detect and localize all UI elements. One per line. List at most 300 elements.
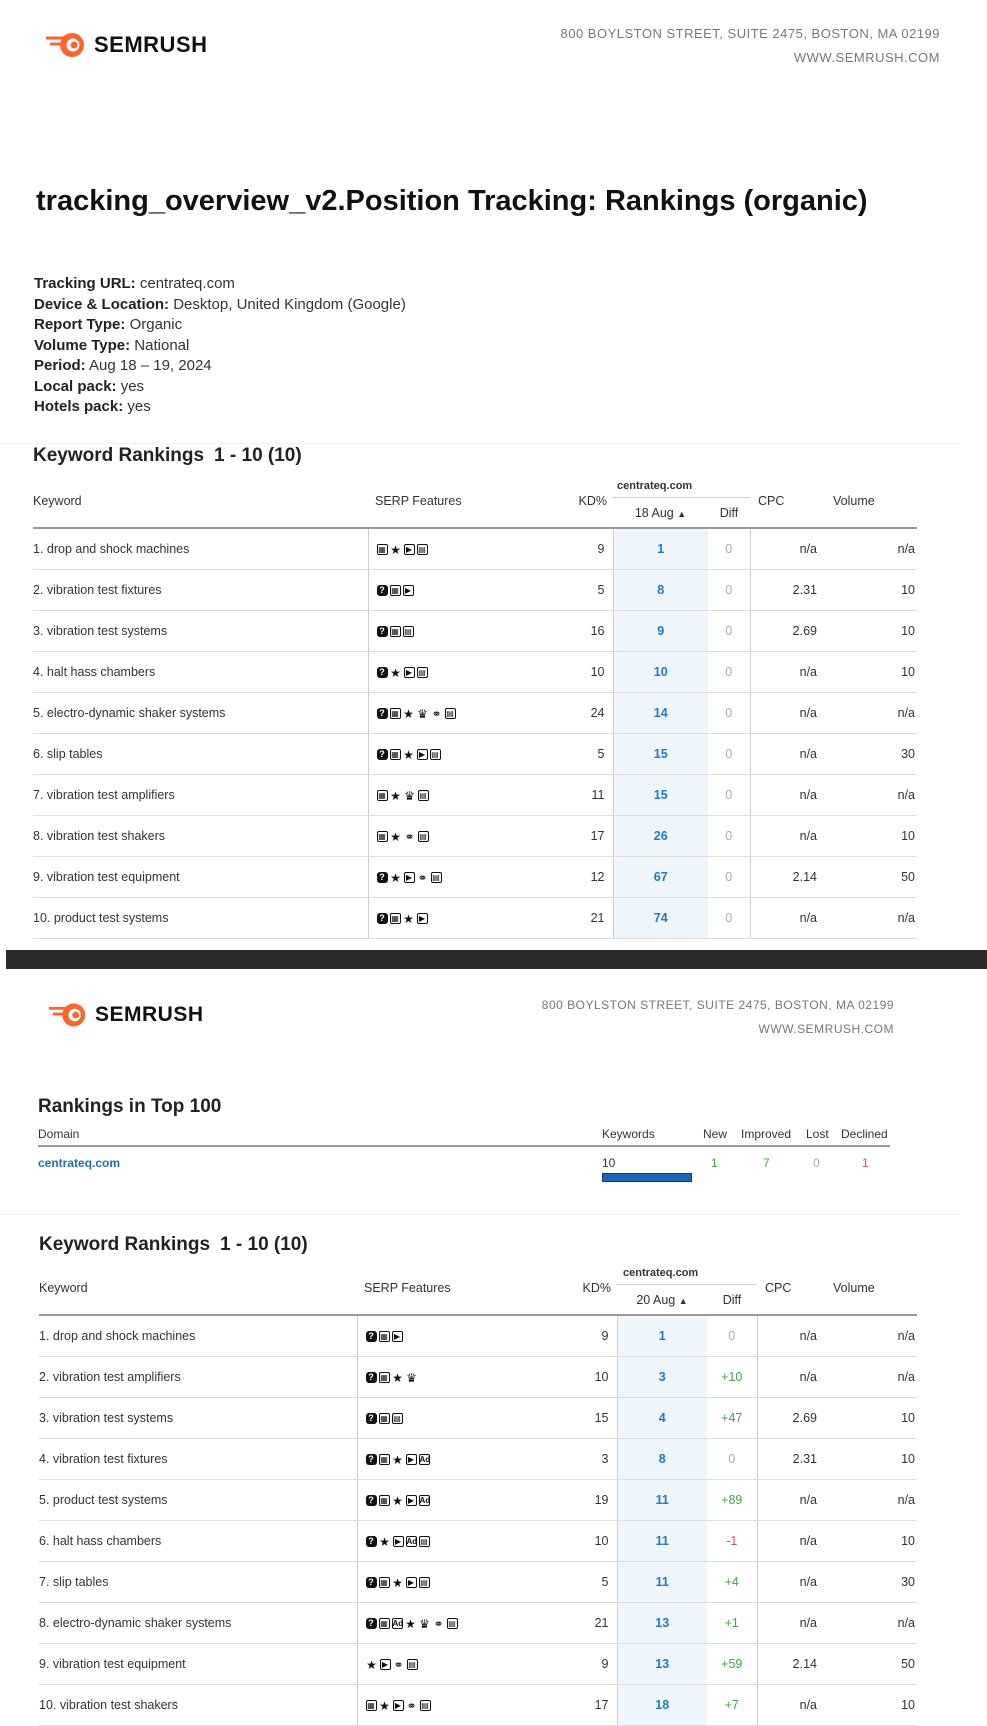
top100-new-value: 1 <box>711 1156 718 1170</box>
sitelinks-icon: ⚭ <box>433 1616 444 1631</box>
report-meta <box>34 274 406 418</box>
volume-cell: 10 <box>827 652 917 693</box>
diff-cell: 0 <box>707 1315 757 1357</box>
reviews-star-icon: ★ <box>379 1698 390 1713</box>
reviews-star-icon: ★ <box>390 829 401 844</box>
table-row <box>39 1398 917 1439</box>
table-row <box>33 898 917 939</box>
table-body <box>33 528 917 939</box>
meta-volume-type: Volume Type: National <box>34 336 190 354</box>
col-date[interactable]: 18 Aug ▲ <box>613 498 708 528</box>
volume-cell: n/a <box>827 1603 917 1644</box>
diff-cell: 0 <box>707 1439 757 1480</box>
col-keyword[interactable]: Keyword <box>39 1262 357 1315</box>
ads-icon: Ad <box>419 1454 431 1464</box>
volume-cell: n/a <box>827 528 917 570</box>
keyword-cell[interactable]: 9. vibration test equipment <box>33 857 368 898</box>
semrush-logo <box>44 30 208 60</box>
top100-col-lost: Lost <box>806 1127 829 1141</box>
top100-domain-link[interactable]: centrateq.com <box>38 1156 121 1170</box>
kd-cell: 5 <box>558 734 613 775</box>
volume-cell: 10 <box>827 1439 917 1480</box>
video-icon: ▶ <box>406 1495 417 1506</box>
serp-features-cell <box>368 611 558 652</box>
cpc-cell: 2.31 <box>750 570 827 611</box>
serp-features-cell <box>368 570 558 611</box>
position-cell[interactable]: 67 <box>613 857 708 898</box>
kd-cell: 17 <box>557 1685 617 1726</box>
image-pack-icon: ▦ <box>378 544 386 554</box>
people-also-ask-icon: ? <box>377 585 388 596</box>
keyword-cell[interactable]: 1. drop and shock machines <box>33 528 368 570</box>
position-cell[interactable]: 26 <box>613 816 708 857</box>
table-row <box>33 734 917 775</box>
section-separator <box>0 1214 960 1215</box>
meta-local-pack: Local pack: yes <box>34 377 145 395</box>
serp-features-cell <box>357 1644 557 1685</box>
col-cpc[interactable]: CPC <box>757 1262 827 1315</box>
kd-cell: 12 <box>558 857 613 898</box>
keyword-cell[interactable]: 7. vibration test amplifiers <box>33 775 368 816</box>
cpc-cell: n/a <box>750 898 827 939</box>
table-row <box>39 1521 917 1562</box>
video-icon: ▶ <box>417 913 428 924</box>
image-pack-icon: ▦ <box>380 1414 388 1424</box>
volume-cell: 50 <box>827 1644 917 1685</box>
diff-cell: +7 <box>707 1685 757 1726</box>
sitelinks-icon: ⚭ <box>431 706 442 721</box>
table-row <box>33 775 917 816</box>
table-row <box>39 1685 917 1726</box>
position-cell[interactable]: 14 <box>613 693 708 734</box>
top-stories-crown-icon: ♛ <box>406 1370 417 1385</box>
serp-features-cell <box>368 898 558 939</box>
volume-cell: 30 <box>827 1562 917 1603</box>
top100-col-domain: Domain <box>38 1127 80 1141</box>
kd-cell: 15 <box>557 1398 617 1439</box>
position-cell[interactable]: 8 <box>617 1439 707 1480</box>
brand-name: SEMRUSH <box>95 1003 204 1026</box>
image-pack-icon: ▦ <box>380 1495 388 1505</box>
col-diff[interactable]: Diff <box>708 498 750 528</box>
col-serp-features[interactable]: SERP Features <box>368 475 558 528</box>
top100-col-new: New <box>703 1127 728 1141</box>
cpc-cell: 2.31 <box>757 1439 827 1480</box>
serp-features-cell <box>368 857 558 898</box>
reviews-star-icon: ★ <box>390 665 401 680</box>
meta-period: Period: Aug 18 – 19, 2024 <box>34 357 212 374</box>
top100-col-improved: Improved <box>741 1127 792 1141</box>
table-row <box>33 611 917 652</box>
keyword-cell[interactable]: 3. vibration test systems <box>39 1398 357 1439</box>
sort-up-icon: ▲ <box>677 508 687 519</box>
cpc-cell: n/a <box>757 1357 827 1398</box>
diff-cell: 0 <box>708 734 750 775</box>
cpc-cell: n/a <box>757 1562 827 1603</box>
kd-cell: 21 <box>557 1603 617 1644</box>
position-cell[interactable]: 1 <box>613 528 708 570</box>
diff-cell: +10 <box>707 1357 757 1398</box>
keyword-cell[interactable]: 10. vibration test shakers <box>39 1685 357 1726</box>
col-serp-features[interactable]: SERP Features <box>357 1262 557 1315</box>
image-pack-icon: ▦ <box>380 1577 388 1587</box>
keyword-cell[interactable]: 3. vibration test systems <box>33 611 368 652</box>
carousel-icon: ▤ <box>431 749 439 759</box>
ads-icon: Ad <box>392 1618 404 1628</box>
semrush-logo-icon <box>47 1000 89 1030</box>
keyword-cell[interactable]: 5. electro-dynamic shaker systems <box>33 693 368 734</box>
position-cell[interactable]: 13 <box>617 1603 707 1644</box>
image-pack-icon: ▦ <box>391 708 399 718</box>
volume-cell: n/a <box>827 1357 917 1398</box>
table-row <box>39 1357 917 1398</box>
cpc-cell: n/a <box>757 1603 827 1644</box>
address-block <box>560 22 940 70</box>
top100-header-line <box>38 1145 890 1147</box>
carousel-icon: ▤ <box>432 872 440 882</box>
col-diff[interactable]: Diff <box>707 1285 757 1315</box>
keyword-cell[interactable]: 6. halt hass chambers <box>39 1521 357 1562</box>
kd-cell: 21 <box>558 898 613 939</box>
volume-cell: 30 <box>827 734 917 775</box>
serp-features-cell <box>357 1357 557 1398</box>
video-icon: ▶ <box>406 1454 417 1465</box>
brand-name: SEMRUSH <box>94 32 208 57</box>
volume-cell: n/a <box>827 775 917 816</box>
keyword-rankings-title: Keyword Rankings 1 - 10 (10) <box>33 445 302 466</box>
volume-cell: 10 <box>827 1398 917 1439</box>
meta-hotels-pack: Hotels pack: yes <box>34 398 151 415</box>
table-row <box>39 1315 917 1357</box>
table-row <box>33 816 917 857</box>
address-block-2 <box>542 993 894 1041</box>
table-row <box>33 570 917 611</box>
people-also-ask-icon: ? <box>366 1413 377 1424</box>
kd-cell: 9 <box>558 528 613 570</box>
col-kd[interactable]: KD% <box>558 475 613 528</box>
table-row <box>33 528 917 570</box>
reviews-star-icon: ★ <box>392 1493 403 1508</box>
top100-keywords-value: 10 <box>602 1156 616 1170</box>
volume-cell: 10 <box>827 1521 917 1562</box>
table-row <box>39 1439 917 1480</box>
semrush-logo-2 <box>47 1000 204 1030</box>
top-stories-crown-icon: ♛ <box>404 788 415 803</box>
position-cell[interactable]: 4 <box>617 1398 707 1439</box>
image-pack-icon: ▦ <box>380 1454 388 1464</box>
sitelinks-icon: ⚭ <box>404 829 415 844</box>
kd-cell: 17 <box>558 816 613 857</box>
table-row <box>39 1603 917 1644</box>
cpc-cell: n/a <box>757 1521 827 1562</box>
video-icon: ▶ <box>404 544 415 555</box>
cpc-cell: 2.69 <box>750 611 827 652</box>
cpc-cell: 2.69 <box>757 1398 827 1439</box>
serp-features-cell <box>357 1439 557 1480</box>
diff-cell: 0 <box>708 611 750 652</box>
serp-features-cell <box>368 693 558 734</box>
kd-cell: 24 <box>558 693 613 734</box>
table-row <box>39 1480 917 1521</box>
kd-cell: 3 <box>557 1439 617 1480</box>
keyword-cell[interactable]: 9. vibration test equipment <box>39 1644 357 1685</box>
image-pack-icon: ▦ <box>391 586 399 596</box>
meta-device-location: Device & Location: Desktop, United Kingdom (Google) <box>34 295 406 313</box>
position-cell[interactable]: 13 <box>617 1644 707 1685</box>
kd-cell: 19 <box>557 1480 617 1521</box>
people-also-ask-icon: ? <box>366 1331 377 1342</box>
keyword-rankings-table-2 <box>39 1262 917 1726</box>
ads-icon: Ad <box>419 1495 431 1505</box>
col-cpc[interactable]: CPC <box>750 475 827 528</box>
people-also-ask-icon: ? <box>377 872 388 883</box>
image-pack-icon: ▦ <box>380 1332 388 1342</box>
image-pack-icon: ▦ <box>380 1372 388 1382</box>
carousel-icon: ▤ <box>419 790 427 800</box>
people-also-ask-icon: ? <box>366 1618 377 1629</box>
top100-keywords-bar-track <box>602 1173 692 1182</box>
rankings-table <box>33 475 917 939</box>
keyword-cell[interactable]: 2. vibration test amplifiers <box>39 1357 357 1398</box>
semrush-logo-icon <box>44 30 88 60</box>
website-line: WWW.SEMRUSH.COM <box>793 50 940 65</box>
serp-features-cell <box>357 1685 557 1726</box>
image-pack-icon: ▦ <box>378 790 386 800</box>
position-cell[interactable]: 10 <box>613 652 708 693</box>
carousel-icon: ▤ <box>418 667 426 677</box>
volume-cell: n/a <box>827 898 917 939</box>
page-divider <box>6 950 987 969</box>
diff-cell: 0 <box>708 857 750 898</box>
volume-cell: 10 <box>827 816 917 857</box>
serp-features-cell <box>357 1398 557 1439</box>
reviews-star-icon: ★ <box>392 1575 403 1590</box>
image-pack-icon: ▦ <box>378 831 386 841</box>
people-also-ask-icon: ? <box>366 1577 377 1588</box>
people-also-ask-icon: ? <box>377 913 388 924</box>
cpc-cell: n/a <box>750 528 827 570</box>
cpc-cell: n/a <box>750 734 827 775</box>
video-icon: ▶ <box>392 1331 403 1342</box>
top-stories-crown-icon: ♛ <box>419 1616 430 1631</box>
table-row <box>33 857 917 898</box>
reviews-star-icon: ★ <box>403 706 414 721</box>
reviews-star-icon: ★ <box>366 1657 377 1672</box>
position-cell[interactable]: 15 <box>613 775 708 816</box>
col-volume[interactable]: Volume <box>827 1262 917 1315</box>
people-also-ask-icon: ? <box>377 749 388 760</box>
cpc-cell: n/a <box>750 693 827 734</box>
reviews-star-icon: ★ <box>405 1616 416 1631</box>
ads-icon: Ad <box>406 1536 418 1546</box>
position-cell[interactable]: 74 <box>613 898 708 939</box>
col-date[interactable]: 20 Aug ▲ <box>617 1285 707 1315</box>
diff-cell: 0 <box>708 816 750 857</box>
serp-features-cell <box>368 652 558 693</box>
position-cell[interactable]: 11 <box>617 1480 707 1521</box>
keyword-cell[interactable]: 4. halt hass chambers <box>33 652 368 693</box>
volume-cell: 10 <box>827 1685 917 1726</box>
keyword-cell[interactable]: 8. electro-dynamic shaker systems <box>39 1603 357 1644</box>
col-domain: centrateq.com <box>617 1262 757 1285</box>
kd-cell: 11 <box>558 775 613 816</box>
carousel-icon: ▤ <box>404 627 412 637</box>
image-pack-icon: ▦ <box>391 749 399 759</box>
kd-cell: 10 <box>557 1357 617 1398</box>
address-line: 800 BOYLSTON STREET, SUITE 2475, BOSTON, MA 02199 <box>541 998 894 1012</box>
serp-features-cell <box>357 1603 557 1644</box>
video-icon: ▶ <box>417 749 428 760</box>
people-also-ask-icon: ? <box>377 626 388 637</box>
sitelinks-icon: ⚭ <box>406 1698 417 1713</box>
serp-features-cell <box>368 734 558 775</box>
position-cell[interactable]: 11 <box>617 1562 707 1603</box>
serp-features-cell <box>357 1315 557 1357</box>
reviews-star-icon: ★ <box>403 747 414 762</box>
keyword-rankings-table-1 <box>33 475 917 939</box>
position-cell[interactable]: 1 <box>617 1315 707 1357</box>
cpc-cell: n/a <box>757 1480 827 1521</box>
kd-cell: 9 <box>557 1644 617 1685</box>
reviews-star-icon: ★ <box>403 911 414 926</box>
volume-cell: 50 <box>827 857 917 898</box>
rankings-table <box>39 1262 917 1726</box>
keyword-cell[interactable]: 4. vibration test fixtures <box>39 1439 357 1480</box>
cpc-cell: n/a <box>757 1315 827 1357</box>
volume-cell: n/a <box>827 1480 917 1521</box>
carousel-icon: ▤ <box>393 1414 401 1424</box>
cpc-cell: n/a <box>757 1685 827 1726</box>
cpc-cell: n/a <box>750 652 827 693</box>
diff-cell: +47 <box>707 1398 757 1439</box>
top100-declined-value: 1 <box>862 1156 869 1170</box>
keyword-rankings-title-2: Keyword Rankings 1 - 10 (10) <box>39 1234 308 1255</box>
top100-lost-value: 0 <box>813 1156 820 1170</box>
carousel-icon: ▤ <box>419 831 427 841</box>
volume-cell: 10 <box>827 570 917 611</box>
video-icon: ▶ <box>403 585 414 596</box>
sitelinks-icon: ⚭ <box>393 1657 404 1672</box>
video-icon: ▶ <box>393 1536 404 1547</box>
table-row <box>39 1644 917 1685</box>
carousel-icon: ▤ <box>420 1577 428 1587</box>
carousel-icon: ▤ <box>448 1618 456 1628</box>
section-separator <box>0 443 960 444</box>
meta-report-type: Report Type: Organic <box>34 316 183 333</box>
keyword-cell[interactable]: 7. slip tables <box>39 1562 357 1603</box>
table-row <box>33 693 917 734</box>
people-also-ask-icon: ? <box>377 667 388 678</box>
col-domain: centrateq.com <box>613 475 750 498</box>
diff-cell: 0 <box>708 570 750 611</box>
top100-col-keywords: Keywords <box>602 1127 655 1141</box>
reviews-star-icon: ★ <box>392 1452 403 1467</box>
keyword-cell[interactable]: 6. slip tables <box>33 734 368 775</box>
video-icon: ▶ <box>404 872 415 883</box>
video-icon: ▶ <box>404 667 415 678</box>
serp-features-cell <box>357 1480 557 1521</box>
carousel-icon: ▤ <box>408 1659 416 1669</box>
carousel-icon: ▤ <box>446 708 454 718</box>
reviews-star-icon: ★ <box>390 788 401 803</box>
top100-keywords-bar <box>602 1173 692 1182</box>
diff-cell: -1 <box>707 1521 757 1562</box>
diff-cell: 0 <box>708 898 750 939</box>
image-pack-icon: ▦ <box>391 627 399 637</box>
diff-cell: +59 <box>707 1644 757 1685</box>
keyword-cell[interactable]: 2. vibration test fixtures <box>33 570 368 611</box>
serp-features-cell <box>368 816 558 857</box>
col-volume[interactable]: Volume <box>827 475 917 528</box>
col-kd[interactable]: KD% <box>557 1262 617 1315</box>
reviews-star-icon: ★ <box>379 1534 390 1549</box>
keyword-cell[interactable]: 8. vibration test shakers <box>33 816 368 857</box>
carousel-icon: ▤ <box>418 544 426 554</box>
top-stories-crown-icon: ♛ <box>417 706 428 721</box>
keyword-cell[interactable]: 10. product test systems <box>33 898 368 939</box>
diff-cell: +1 <box>707 1603 757 1644</box>
diff-cell: 0 <box>708 693 750 734</box>
position-cell[interactable]: 9 <box>613 611 708 652</box>
top100-improved-value: 7 <box>763 1156 770 1170</box>
position-cell[interactable]: 3 <box>617 1357 707 1398</box>
diff-cell: 0 <box>708 652 750 693</box>
position-cell[interactable]: 18 <box>617 1685 707 1726</box>
diff-cell: +89 <box>707 1480 757 1521</box>
cpc-cell: n/a <box>750 775 827 816</box>
rankings-top100-table <box>38 1123 890 1189</box>
volume-cell: n/a <box>827 693 917 734</box>
serp-features-cell <box>368 528 558 570</box>
sort-up-icon: ▲ <box>678 1295 688 1306</box>
cpc-cell: 2.14 <box>750 857 827 898</box>
table-row <box>39 1562 917 1603</box>
report-title: tracking_overview_v2.Position Tracking: Rankings (organic) <box>36 185 868 217</box>
image-pack-icon: ▦ <box>391 913 399 923</box>
video-icon: ▶ <box>380 1659 391 1670</box>
kd-cell: 16 <box>558 611 613 652</box>
diff-cell: 0 <box>708 775 750 816</box>
kd-cell: 5 <box>557 1562 617 1603</box>
reviews-star-icon: ★ <box>390 542 401 557</box>
position-cell[interactable]: 15 <box>613 734 708 775</box>
volume-cell: 10 <box>827 611 917 652</box>
video-icon: ▶ <box>393 1700 404 1711</box>
kd-cell: 9 <box>557 1315 617 1357</box>
keyword-cell[interactable]: 1. drop and shock machines <box>39 1315 357 1357</box>
carousel-icon: ▤ <box>420 1536 428 1546</box>
kd-cell: 5 <box>558 570 613 611</box>
top100-col-declined: Declined <box>841 1127 888 1141</box>
sitelinks-icon: ⚭ <box>417 870 428 885</box>
table-row <box>33 652 917 693</box>
position-cell[interactable]: 11 <box>617 1521 707 1562</box>
diff-cell: 0 <box>708 528 750 570</box>
image-pack-icon: ▦ <box>367 1700 375 1710</box>
table-body <box>39 1315 917 1726</box>
rankings-top100-title: Rankings in Top 100 <box>38 1096 222 1117</box>
cpc-cell: 2.14 <box>757 1644 827 1685</box>
diff-cell: +4 <box>707 1562 757 1603</box>
people-also-ask-icon: ? <box>366 1454 377 1465</box>
reviews-star-icon: ★ <box>390 870 401 885</box>
keyword-cell[interactable]: 5. product test systems <box>39 1480 357 1521</box>
col-keyword[interactable]: Keyword <box>33 475 368 528</box>
volume-cell: n/a <box>827 1315 917 1357</box>
people-also-ask-icon: ? <box>377 708 388 719</box>
position-cell[interactable]: 8 <box>613 570 708 611</box>
people-also-ask-icon: ? <box>366 1536 377 1547</box>
